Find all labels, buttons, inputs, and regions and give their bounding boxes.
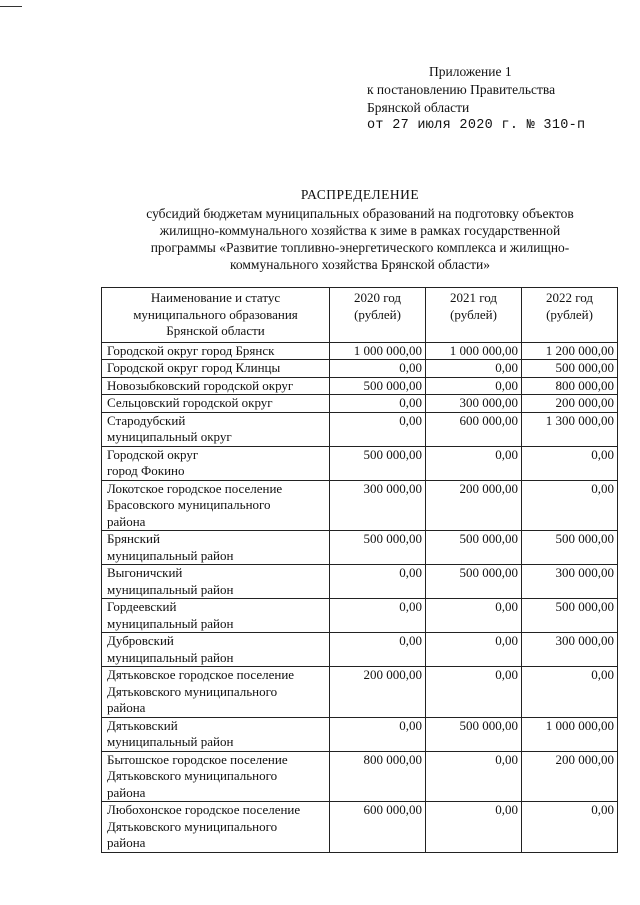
- table-row: [102, 667, 618, 718]
- cell-2021: 0,00: [426, 802, 522, 853]
- municipality-line: Городской округ: [107, 446, 199, 462]
- cell-municipality: [102, 531, 330, 565]
- cell-2022: 1 200 000,00: [522, 342, 618, 360]
- cell-municipality: [102, 395, 330, 413]
- municipality-line: Гордеевский: [107, 599, 177, 614]
- header-name-line: муниципального образования: [133, 306, 298, 322]
- appendix-decree-ref: к постановлению Правительства: [367, 82, 556, 97]
- table-row: [102, 377, 618, 395]
- cell-municipality: [102, 802, 330, 853]
- cell-2021: 600 000,00: [426, 412, 522, 446]
- cell-2022: 0,00: [522, 802, 618, 853]
- table-row: [102, 717, 618, 751]
- municipality-line: муниципальный район: [107, 734, 234, 749]
- cell-municipality: [102, 480, 330, 531]
- cell-2022: 500 000,00: [522, 531, 618, 565]
- municipality-line: Сельцовский городской округ: [107, 395, 273, 410]
- municipality-line: Дятьковский: [107, 717, 178, 733]
- header-2022: [522, 288, 618, 343]
- cell-2021: 0,00: [426, 377, 522, 395]
- municipality-line: района: [107, 835, 146, 850]
- table-row: [102, 412, 618, 446]
- cell-municipality: [102, 446, 330, 480]
- cell-2021: 0,00: [426, 751, 522, 802]
- header-unit: (рублей): [354, 306, 401, 322]
- municipality-line: Дятьковского муниципального: [107, 768, 278, 783]
- cell-2021: 300 000,00: [426, 395, 522, 413]
- header-unit: (рублей): [450, 306, 497, 322]
- cell-2020: 800 000,00: [330, 751, 426, 802]
- municipality-line: муниципальный район: [107, 581, 234, 597]
- header-name-line: Брянской области: [166, 323, 265, 338]
- cell-municipality: [102, 342, 330, 360]
- cell-2022: 1 000 000,00: [522, 717, 618, 751]
- cell-2020: 500 000,00: [330, 531, 426, 565]
- table-row: [102, 342, 618, 360]
- cell-2021: 500 000,00: [426, 565, 522, 599]
- cell-2022: 800 000,00: [522, 377, 618, 395]
- municipality-line: Любохонское городское поселение: [107, 802, 301, 817]
- municipality-line: муниципальный район: [107, 649, 234, 665]
- cell-2021: 0,00: [426, 446, 522, 480]
- cell-2022: 200 000,00: [522, 395, 618, 413]
- table-row: [102, 565, 618, 599]
- cell-2020: 0,00: [330, 395, 426, 413]
- municipality-line: Городской округ город Клинцы: [107, 360, 281, 375]
- cell-2022: 1 300 000,00: [522, 412, 618, 446]
- document-subtitle: [100, 205, 620, 273]
- cell-2021: 200 000,00: [426, 480, 522, 531]
- cell-2022: 0,00: [522, 446, 618, 480]
- cell-2021: 500 000,00: [426, 717, 522, 751]
- cell-municipality: [102, 751, 330, 802]
- table-row: [102, 360, 618, 378]
- municipality-line: Новозыбковский городской округ: [107, 377, 294, 393]
- table-row: [102, 446, 618, 480]
- appendix-title: Приложение 1: [429, 64, 512, 79]
- appendix-date-number: от 27 июля 2020 г. № 310-п: [367, 118, 586, 133]
- cell-municipality: [102, 633, 330, 667]
- municipality-line: Брянский: [107, 531, 160, 546]
- cell-municipality: [102, 717, 330, 751]
- municipality-line: Дубровский: [107, 633, 174, 648]
- cell-municipality: [102, 360, 330, 378]
- table-row: [102, 531, 618, 565]
- cell-2021: 0,00: [426, 667, 522, 718]
- header-name: [102, 288, 330, 343]
- cell-municipality: [102, 667, 330, 718]
- subtitle-line: жилищно-коммунального хозяйства к зиме в рамках государственной: [159, 223, 561, 238]
- header-2020: [330, 288, 426, 343]
- municipality-line: муниципальный район: [107, 615, 234, 631]
- subsidy-table: [101, 287, 618, 853]
- header-year: 2022 год: [546, 290, 593, 305]
- table-header-row: [102, 288, 618, 343]
- cell-2020: 600 000,00: [330, 802, 426, 853]
- cell-municipality: [102, 599, 330, 633]
- cell-2022: 500 000,00: [522, 599, 618, 633]
- cell-2020: 300 000,00: [330, 480, 426, 531]
- cell-2020: 0,00: [330, 360, 426, 378]
- header-year: 2020 год: [354, 290, 401, 305]
- cell-2020: 500 000,00: [330, 377, 426, 395]
- cell-2020: 0,00: [330, 717, 426, 751]
- subtitle-line: коммунального хозяйства Брянской области»: [230, 257, 490, 272]
- document-title: РАСПРЕДЕЛЕНИЕ: [300, 187, 420, 202]
- table-row: [102, 480, 618, 531]
- municipality-line: Дятьковское городское поселение: [107, 667, 295, 682]
- cell-2022: 0,00: [522, 667, 618, 718]
- municipality-line: района: [107, 513, 146, 529]
- municipality-line: Бытошское городское поселение: [107, 751, 288, 767]
- table-row: [102, 802, 618, 853]
- municipality-line: муниципальный район: [107, 547, 234, 563]
- municipality-line: муниципальный округ: [107, 429, 232, 444]
- cell-2020: 0,00: [330, 633, 426, 667]
- scan-corner-mark: [0, 6, 22, 7]
- municipality-line: Стародубский: [107, 412, 186, 428]
- cell-municipality: [102, 377, 330, 395]
- cell-2021: 500 000,00: [426, 531, 522, 565]
- cell-2021: 0,00: [426, 360, 522, 378]
- subtitle-line: программы «Развитие топливно-энергетического комплекса и жилищно-: [150, 240, 570, 255]
- municipality-line: Выгоничский: [107, 565, 183, 580]
- cell-2022: 300 000,00: [522, 565, 618, 599]
- cell-municipality: [102, 565, 330, 599]
- cell-2021: 0,00: [426, 633, 522, 667]
- table-row: [102, 395, 618, 413]
- cell-2020: 0,00: [330, 412, 426, 446]
- municipality-line: Дятьковского муниципального: [107, 683, 278, 699]
- cell-2020: 500 000,00: [330, 446, 426, 480]
- cell-2021: 1 000 000,00: [426, 342, 522, 360]
- header-name-line: Наименование и статус: [150, 290, 281, 305]
- appendix-block: [367, 63, 585, 135]
- municipality-line: город Фокино: [107, 463, 185, 478]
- cell-2021: 0,00: [426, 599, 522, 633]
- municipality-line: района: [107, 784, 146, 800]
- cell-2020: 0,00: [330, 565, 426, 599]
- cell-2020: 0,00: [330, 599, 426, 633]
- cell-2022: 0,00: [522, 480, 618, 531]
- municipality-line: Дятьковского муниципального: [107, 818, 278, 834]
- municipality-line: Локотское городское поселение: [107, 480, 283, 496]
- cell-2022: 200 000,00: [522, 751, 618, 802]
- subtitle-line: субсидий бюджетам муниципальных образований на подготовку объектов: [146, 206, 574, 221]
- cell-2022: 500 000,00: [522, 360, 618, 378]
- header-year: 2021 год: [450, 290, 497, 305]
- cell-2020: 1 000 000,00: [330, 342, 426, 360]
- municipality-line: Брасовского муниципального: [107, 497, 271, 512]
- appendix-region: Брянской области: [367, 100, 470, 115]
- municipality-line: Городской округ город Брянск: [107, 342, 275, 358]
- table-row: [102, 751, 618, 802]
- header-unit: (рублей): [546, 306, 593, 322]
- cell-municipality: [102, 412, 330, 446]
- header-2021: [426, 288, 522, 343]
- table-body: [102, 342, 618, 852]
- municipality-line: района: [107, 700, 146, 715]
- table-row: [102, 599, 618, 633]
- cell-2022: 300 000,00: [522, 633, 618, 667]
- cell-2020: 200 000,00: [330, 667, 426, 718]
- table-row: [102, 633, 618, 667]
